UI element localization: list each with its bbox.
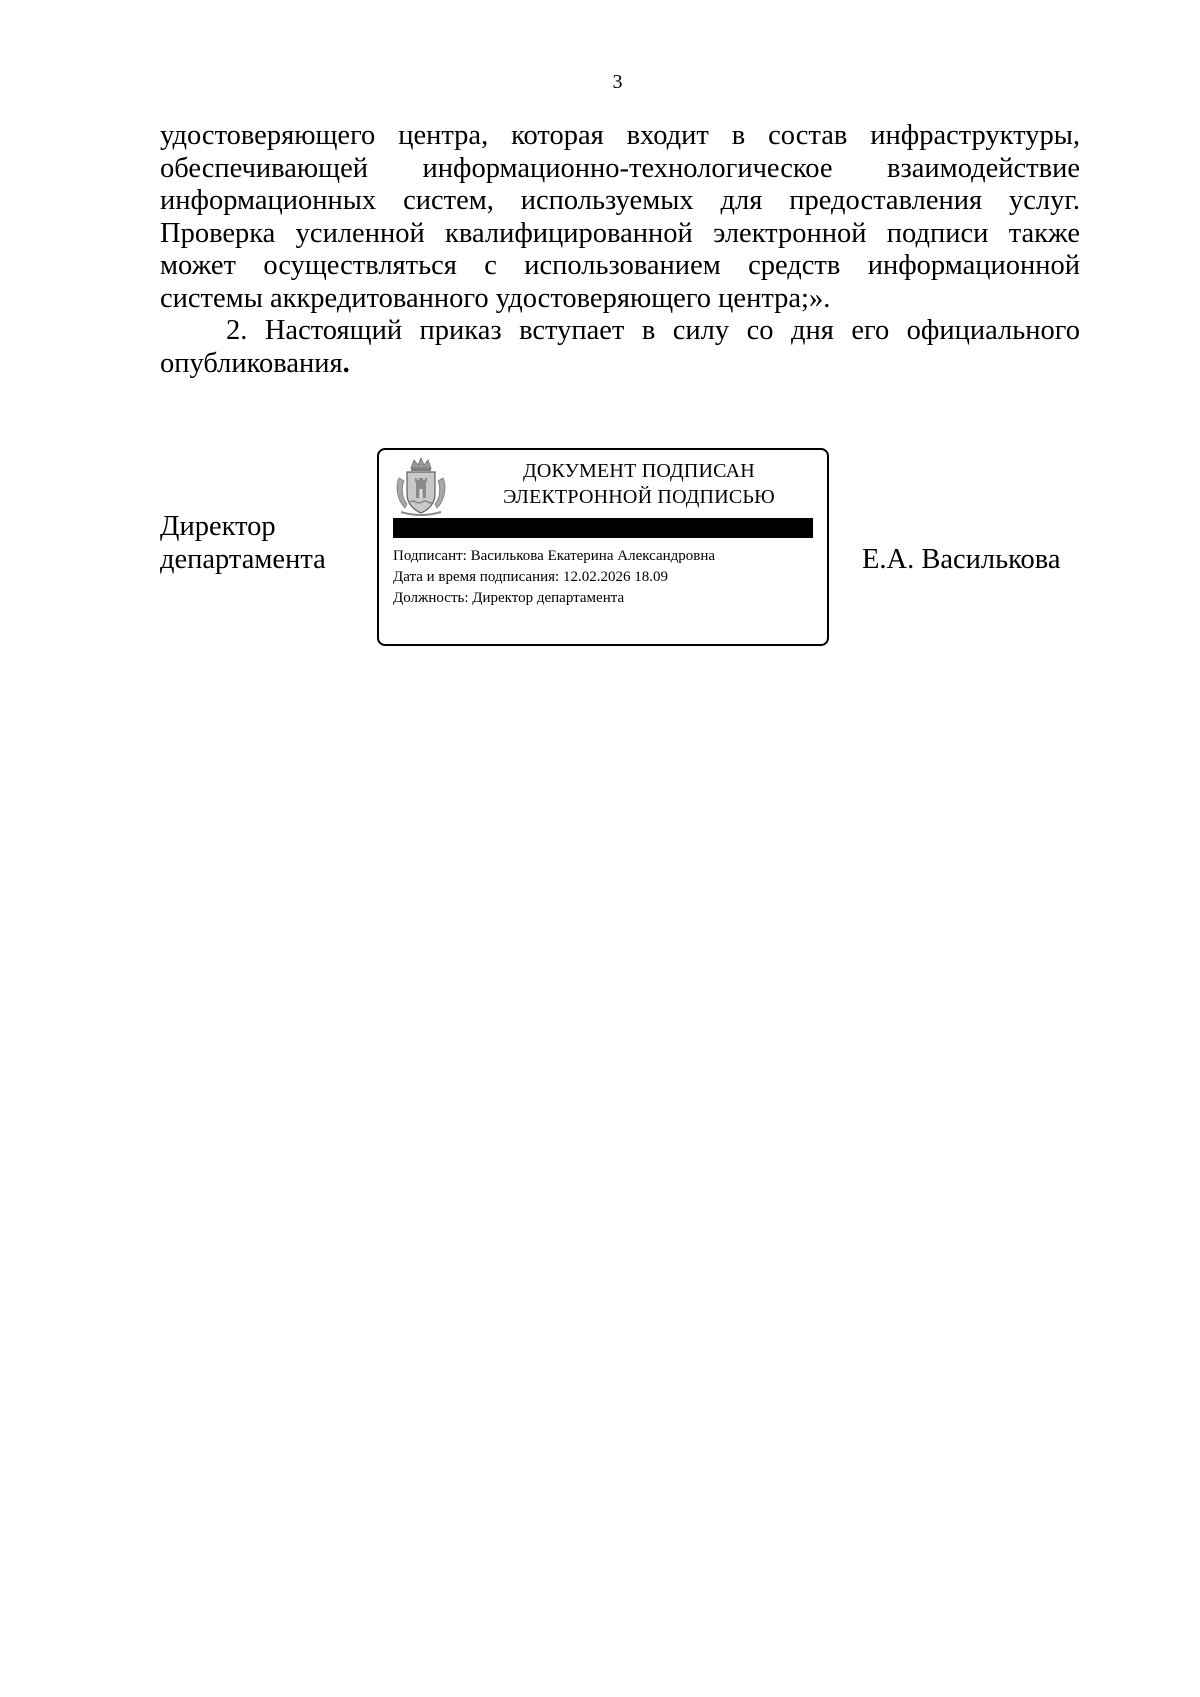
coat-of-arms-icon	[393, 456, 449, 518]
stamp-datetime: Дата и время подписания: 12.02.2026 18.09	[393, 569, 668, 585]
stamp-title-line-1: ДОКУМЕНТ ПОДПИСАН	[523, 460, 755, 482]
page-number: 3	[612, 71, 623, 93]
document-body	[160, 120, 1080, 380]
paragraph-2-text: 2. Настоящий приказ вступает в силу со дня его официального опубликования	[160, 315, 1080, 379]
signatory-position	[160, 510, 326, 576]
stamp-title-line-2: ЭЛЕКТРОННОЙ ПОДПИСЬЮ	[503, 486, 775, 508]
paragraph-1: удостоверяющего центра, которая входит в состав инфраструктуры, обеспечивающей информационно-технологическое взаимодействие информационных систем, используемых для предоставления услуг. Проверка усиленной квалифицированной электронной подписи также может осуществляться с использованием средств информационной системы аккредитованного удостоверяющего центра;».	[160, 120, 1080, 314]
signatory-position-line-1: Директор	[160, 511, 276, 542]
stamp-redaction-bar	[393, 518, 813, 538]
signatory-position-line-2: департамента	[160, 544, 326, 575]
stamp-details	[393, 546, 715, 609]
stamp-position: Должность: Директор департамента	[393, 590, 625, 606]
stamp-signer: Подписант: Василькова Екатерина Александровна	[393, 548, 716, 564]
paragraph-2	[160, 315, 1080, 380]
electronic-signature-stamp	[377, 448, 829, 646]
stamp-title	[469, 458, 809, 510]
paragraph-2-end: .	[342, 347, 350, 379]
signatory-name: Е.А. Василькова	[862, 544, 1061, 575]
